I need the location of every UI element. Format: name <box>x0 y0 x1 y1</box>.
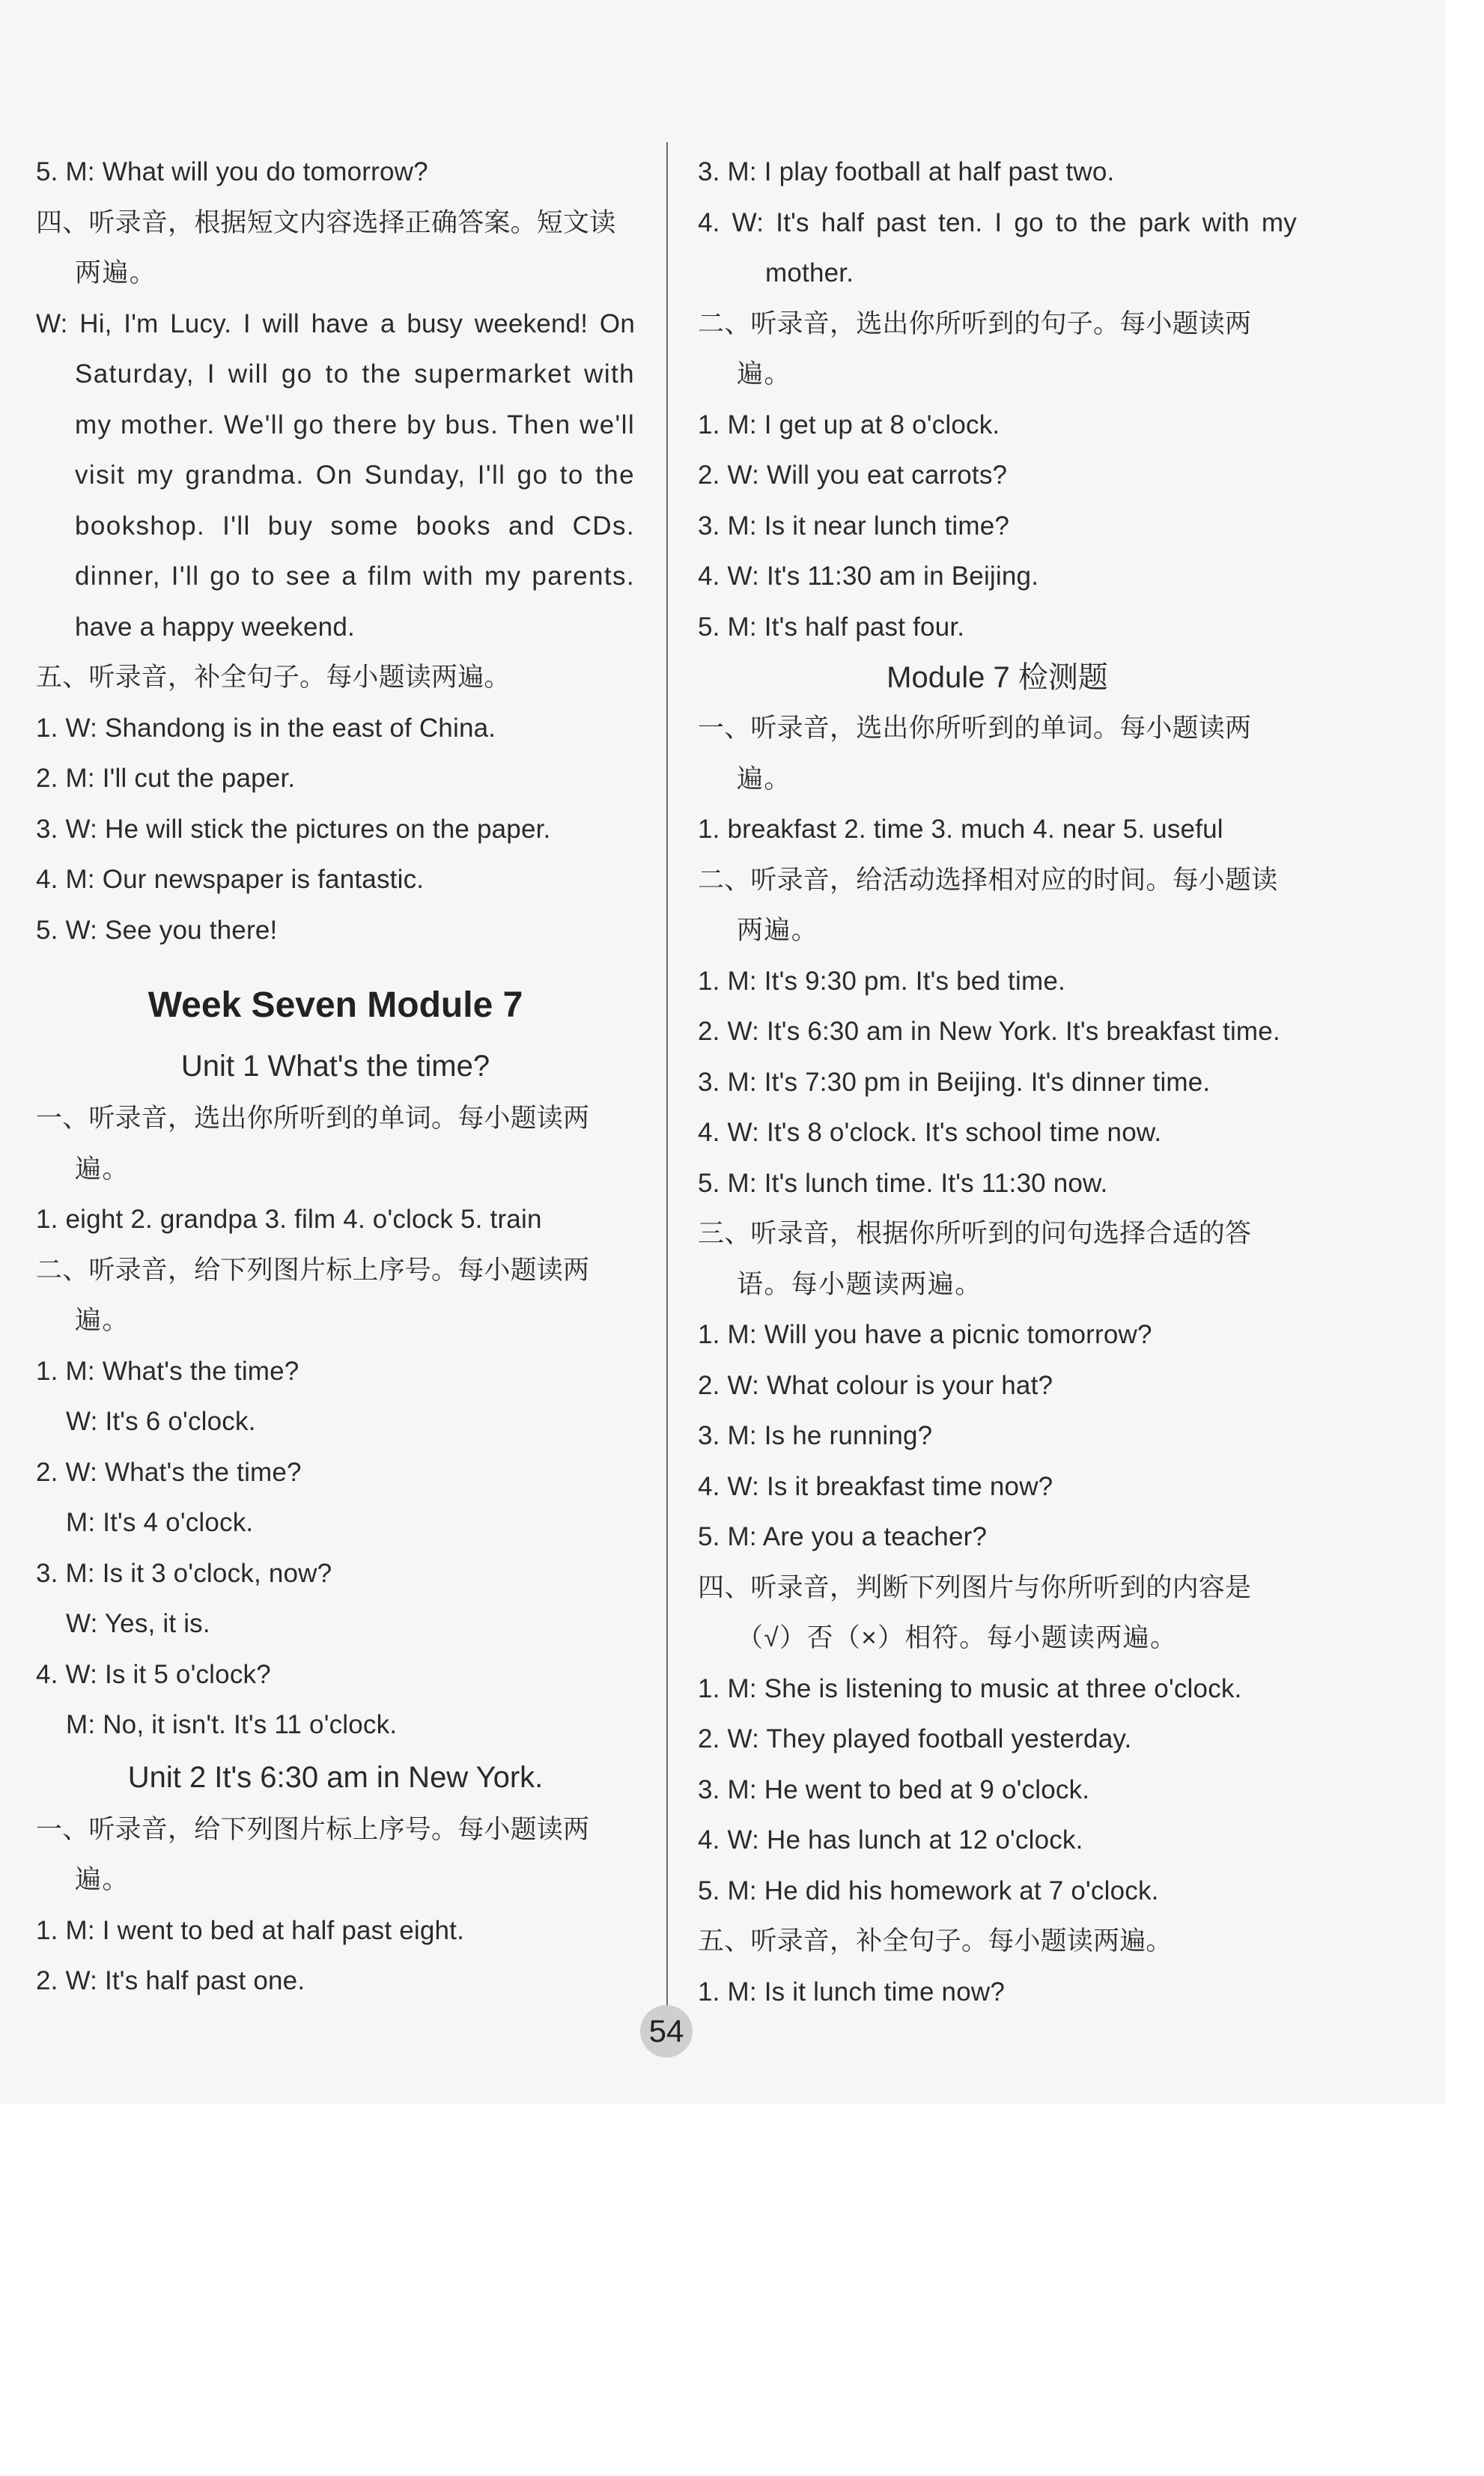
list-item: 5. M: It's lunch time. It's 11:30 now. <box>698 1168 1108 1198</box>
list-item: 5. M: Are you a teacher? <box>698 1522 988 1551</box>
list-item: 3. M: I play football at half past two. <box>698 157 1115 186</box>
text-line: 5. M: What will you do tomorrow? <box>36 157 428 186</box>
section-heading: 二、听录音，选出你所听到的句子。每小题读两 <box>698 308 1252 338</box>
unit-title: Unit 2 It's 6:30 am in New York. <box>127 1760 544 1794</box>
list-item: 3. M: Is it near lunch time? <box>698 511 1010 541</box>
dialogue-line: M: It's 4 o'clock. <box>66 1508 254 1537</box>
list-item: 1. M: I went to bed at half past eight. <box>36 1915 465 1945</box>
dialogue-line: W: It's 6 o'clock. <box>66 1407 256 1436</box>
list-item: 4. W: It's half past ten. I go to the park with my <box>698 207 1297 237</box>
list-item: 3. M: It's 7:30 pm in Beijing. It's dinner time. <box>698 1067 1211 1097</box>
dialogue-line: 1. M: What's the time? <box>36 1356 299 1386</box>
dialogue-line: M: No, it isn't. It's 11 o'clock. <box>66 1710 398 1739</box>
list-item: 5. M: He did his homework at 7 o'clock. <box>698 1876 1159 1905</box>
section-heading-cont: 遍。 <box>75 1306 130 1335</box>
list-item: 1. M: Is it lunch time now? <box>698 1977 1006 2007</box>
list-item: 5. M: It's half past four. <box>698 612 965 642</box>
list-item: 4. M: Our newspaper is fantastic. <box>36 865 425 894</box>
list-item: 3. W: He will stick the pictures on the paper. <box>36 814 551 844</box>
list-item: 1. M: Will you have a picnic tomorrow? <box>698 1320 1152 1349</box>
section-heading-cont: 遍。 <box>737 764 791 794</box>
section-heading: 三、听录音，根据你所听到的问句选择合适的答 <box>698 1219 1252 1248</box>
list-item: 2. W: It's half past one. <box>36 1966 305 1995</box>
word-list: 1. eight 2. grandpa 3. film 4. o'clock 5. train <box>36 1205 542 1234</box>
list-item: 4. W: He has lunch at 12 o'clock. <box>698 1825 1083 1855</box>
dialogue-line: 3. M: Is it 3 o'clock, now? <box>36 1558 332 1588</box>
section-heading: 四、听录音，判断下列图片与你所听到的内容是 <box>698 1572 1252 1602</box>
list-item: 2. W: They played football yesterday. <box>698 1724 1132 1753</box>
list-item: 3. M: He went to bed at 9 o'clock. <box>698 1774 1090 1804</box>
section-heading: 二、听录音，给下列图片标上序号。每小题读两 <box>36 1255 590 1285</box>
section-heading-cont: 两遍。 <box>737 916 819 945</box>
list-item: 1. W: Shandong is in the east of China. <box>36 713 496 743</box>
passage-line: visit my grandma. On Sunday, I'll go to the <box>75 460 635 490</box>
column-divider <box>666 142 668 2014</box>
list-item: 4. W: It's 8 o'clock. It's school time now. <box>698 1118 1162 1147</box>
list-item: 4. W: It's 11:30 am in Beijing. <box>698 562 1039 591</box>
list-item: 2. W: What colour is your hat? <box>698 1370 1053 1400</box>
dialogue-line: 4. W: Is it 5 o'clock? <box>36 1659 271 1689</box>
list-item: 2. W: It's 6:30 am in New York. It's breakfast time. <box>698 1017 1280 1046</box>
list-item: 4. W: Is it breakfast time now? <box>698 1471 1053 1501</box>
list-item: 2. M: I'll cut the paper. <box>36 764 296 793</box>
module-heading: Module 7 检测题 <box>887 661 1108 694</box>
section-heading-cont: 语。每小题读两遍。 <box>737 1269 982 1299</box>
page-number: 54 <box>640 2005 693 2057</box>
section-heading-cont: 遍。 <box>75 1154 130 1184</box>
section-heading: 一、听录音，给下列图片标上序号。每小题读两 <box>36 1814 590 1844</box>
section-heading-cont: 遍。 <box>75 1865 130 1894</box>
section-heading: 一、听录音，选出你所听到的单词。每小题读两 <box>36 1104 590 1133</box>
list-item: 3. M: Is he running? <box>698 1421 933 1450</box>
list-item: 5. W: See you there! <box>36 915 278 945</box>
dialogue-line: 2. W: What's the time? <box>36 1457 302 1487</box>
week-title: Week Seven Module 7 <box>148 985 523 1025</box>
list-item: 1. M: I get up at 8 o'clock. <box>698 410 1000 439</box>
passage-line: Saturday, I will go to the supermarket with <box>75 359 635 389</box>
list-item-cont: mother. <box>765 258 854 288</box>
section-heading: 五、听录音，补全句子。每小题读两遍。 <box>36 663 511 692</box>
list-item: 1. M: It's 9:30 pm. It's bed time. <box>698 966 1065 996</box>
list-item: 1. M: She is listening to music at three o'clock. <box>698 1673 1242 1703</box>
passage-line: W: Hi, I'm Lucy. I will have a busy weekend! On <box>36 308 635 338</box>
passage-line: dinner, I'll go to see a film with my parents. <box>75 562 635 591</box>
passage-line: bookshop. I'll buy some books and CDs. <box>75 511 635 541</box>
section-heading-cont: 两遍。 <box>75 258 157 288</box>
word-list: 1. breakfast 2. time 3. much 4. near 5. useful <box>698 815 1223 844</box>
section-heading: 二、听录音，给活动选择相对应的时间。每小题读 <box>698 865 1278 895</box>
section-heading-cont: 遍。 <box>737 359 791 389</box>
left-column <box>36 147 635 2007</box>
section-heading: 一、听录音，选出你所听到的单词。每小题读两 <box>698 714 1252 743</box>
section-heading-cont: （√）否（×）相符。每小题读两遍。 <box>737 1623 1178 1652</box>
right-column <box>698 147 1297 2017</box>
unit-title: Unit 1 What's the time? <box>180 1050 490 1083</box>
passage-line: my mother. We'll go there by bus. Then we'll <box>75 410 635 439</box>
list-item: 2. W: Will you eat carrots? <box>698 460 1008 490</box>
passage-line: have a happy weekend. <box>75 612 355 642</box>
dialogue-line: W: Yes, it is. <box>66 1609 210 1638</box>
section-heading: 四、听录音，根据短文内容选择正确答案。短文读 <box>36 207 616 237</box>
section-heading: 五、听录音，补全句子。每小题读两遍。 <box>698 1926 1173 1956</box>
